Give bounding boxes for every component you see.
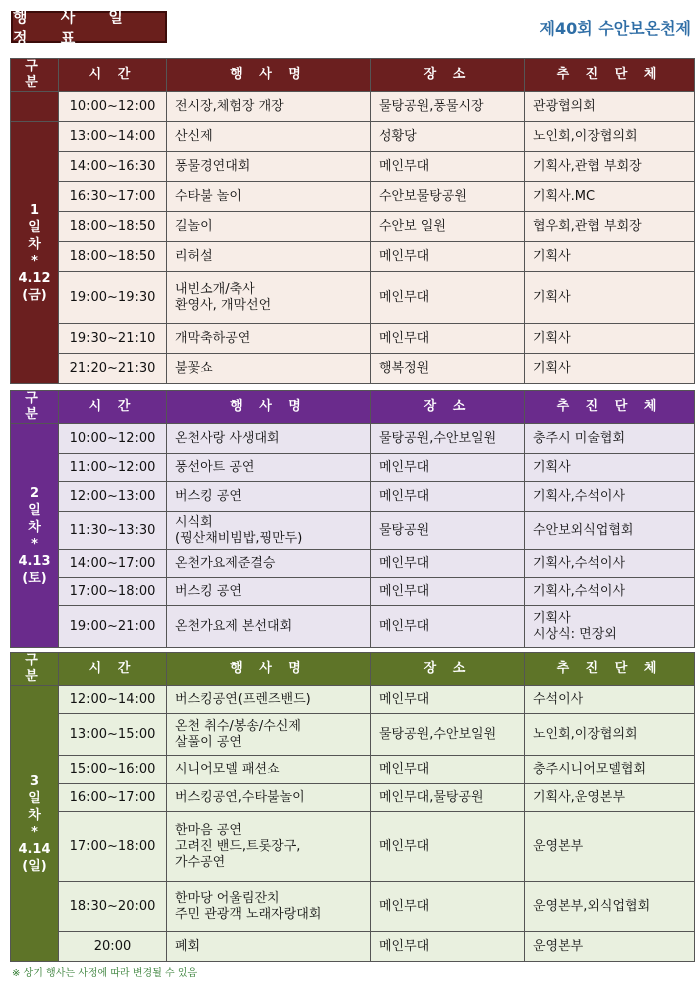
event-cell: 불꽃쇼	[167, 354, 371, 384]
org-cell: 협우회,관협 부회장	[525, 212, 695, 242]
place-cell: 물탕공원,풍물시장	[371, 92, 525, 122]
table-row	[11, 756, 695, 784]
event-cell: 수타불 놀이	[167, 182, 371, 212]
table-row	[11, 324, 695, 354]
org-cell: 운영본부	[525, 812, 695, 882]
day-label-part: (토)	[22, 570, 47, 586]
table-row	[11, 92, 695, 122]
place-cell: 메인무대	[371, 482, 525, 512]
time-cell: 18:00~18:50	[59, 212, 167, 242]
day1-schedule-table	[10, 58, 695, 384]
org-cell: 기획사	[525, 272, 695, 324]
header-place: 장 소	[371, 59, 525, 92]
org-cell: 기획사,운영본부	[525, 784, 695, 812]
place-cell: 메인무대	[371, 324, 525, 354]
event-cell: 한마당 어울림잔치 주민 관광객 노래자랑대회	[167, 882, 371, 932]
table-row	[11, 272, 695, 324]
place-cell: 메인무대	[371, 932, 525, 962]
place-cell: 행복정원	[371, 354, 525, 384]
header-org: 추 진 단 체	[525, 391, 695, 424]
org-cell: 기획사,수석이사	[525, 578, 695, 606]
event-cell: 온천 취수/봉송/수신제 살풀이 공연	[167, 714, 371, 756]
day-label-part: 2	[29, 485, 40, 501]
org-cell: 기획사 시상식: 면장외	[525, 606, 695, 648]
time-cell: 19:00~19:30	[59, 272, 167, 324]
day-label-part: 4.12	[18, 270, 51, 286]
day-label-part: (금)	[22, 287, 47, 303]
day-label-part: *	[31, 536, 38, 552]
day-label-part: *	[31, 824, 38, 840]
header-division: 구 분	[11, 653, 59, 686]
org-cell: 수안보외식업협회	[525, 512, 695, 550]
event-cell: 시니어모델 패션쇼	[167, 756, 371, 784]
table-row	[11, 812, 695, 882]
place-cell: 메인무대	[371, 242, 525, 272]
event-cell: 온천가요제 본선대회	[167, 606, 371, 648]
time-cell: 12:00~14:00	[59, 686, 167, 714]
table-row	[11, 606, 695, 648]
table-row	[11, 550, 695, 578]
org-cell: 노인회,이장협의회	[525, 714, 695, 756]
event-cell: 버스킹공연(프렌즈밴드)	[167, 686, 371, 714]
event-cell: 시식회 (꿩산채비빔밥,꿩만두)	[167, 512, 371, 550]
event-cell: 리허설	[167, 242, 371, 272]
day2-label-cell	[11, 424, 59, 648]
schedule-title: 행 사 일 정 표	[13, 8, 137, 47]
org-cell: 기획사,수석이사	[525, 550, 695, 578]
time-cell: 19:00~21:00	[59, 606, 167, 648]
header-org: 추 진 단 체	[525, 653, 695, 686]
table-row	[11, 482, 695, 512]
day1-label-cell	[11, 122, 59, 384]
time-cell: 19:30~21:10	[59, 324, 167, 354]
table-row	[11, 122, 695, 152]
event-cell: 길놀이	[167, 212, 371, 242]
place-cell: 물탕공원	[371, 512, 525, 550]
place-cell: 메인무대	[371, 272, 525, 324]
event-cell: 버스킹공연,수타불놀이	[167, 784, 371, 812]
day-label-part: (일)	[22, 858, 47, 874]
event-cell: 온천가요제준결승	[167, 550, 371, 578]
event-cell: 풍선아트 공연	[167, 454, 371, 482]
event-cell: 버스킹 공연	[167, 482, 371, 512]
time-cell: 21:20~21:30	[59, 354, 167, 384]
day3-label-cell	[11, 686, 59, 962]
org-cell: 기획사	[525, 324, 695, 354]
table-row	[11, 882, 695, 932]
day-label-part: *	[31, 253, 38, 269]
org-cell: 관광협의회	[525, 92, 695, 122]
event-cell: 한마음 공연 고려진 밴드,트롯장구, 가수공연	[167, 812, 371, 882]
event-cell: 전시장,체험장 개장	[167, 92, 371, 122]
time-cell: 16:30~17:00	[59, 182, 167, 212]
org-cell: 기획사	[525, 242, 695, 272]
table-row	[11, 354, 695, 384]
org-cell: 수석이사	[525, 686, 695, 714]
schedule-title-box	[11, 8, 167, 47]
day-label-part: 3	[29, 773, 40, 789]
time-cell: 13:00~14:00	[59, 122, 167, 152]
footnote: ※ 상기 행사는 사정에 따라 변경될 수 있음	[12, 968, 198, 979]
org-cell: 기획사.MC	[525, 182, 695, 212]
table-row	[11, 424, 695, 454]
place-cell: 메인무대,물탕공원	[371, 784, 525, 812]
place-cell: 물탕공원,수안보일원	[371, 424, 525, 454]
time-cell: 17:00~18:00	[59, 578, 167, 606]
table-row	[11, 152, 695, 182]
event-cell: 폐회	[167, 932, 371, 962]
place-cell: 메인무대	[371, 152, 525, 182]
header-place: 장 소	[371, 391, 525, 424]
org-cell: 충주시니어모델협회	[525, 756, 695, 784]
time-cell: 11:00~12:00	[59, 454, 167, 482]
time-cell: 12:00~13:00	[59, 482, 167, 512]
time-cell: 18:30~20:00	[59, 882, 167, 932]
org-cell: 기획사,수석이사	[525, 482, 695, 512]
org-cell: 기획사,관협 부회장	[525, 152, 695, 182]
place-cell: 수안보 일원	[371, 212, 525, 242]
time-cell: 10:00~12:00	[59, 92, 167, 122]
org-cell: 운영본부,외식업협회	[525, 882, 695, 932]
time-cell: 20:00	[59, 932, 167, 962]
place-cell: 메인무대	[371, 686, 525, 714]
header-event: 행 사 명	[167, 653, 371, 686]
day2-schedule-table	[10, 390, 695, 648]
event-cell: 풍물경연대회	[167, 152, 371, 182]
table-row	[11, 714, 695, 756]
day-label-part: 일	[28, 790, 41, 806]
day-label-part: 차	[28, 807, 41, 823]
table-row	[11, 578, 695, 606]
place-cell: 메인무대	[371, 550, 525, 578]
table-row	[11, 454, 695, 482]
event-cell: 개막축하공연	[167, 324, 371, 354]
division-cell-empty	[11, 92, 59, 122]
table-row	[11, 932, 695, 962]
header-event: 행 사 명	[167, 391, 371, 424]
festival-name: 제40회 수안보온천제	[539, 19, 691, 38]
org-cell: 노인회,이장협의회	[525, 122, 695, 152]
day-label-part: 일	[28, 502, 41, 518]
time-cell: 14:00~16:30	[59, 152, 167, 182]
header-time: 시 간	[59, 391, 167, 424]
place-cell: 메인무대	[371, 578, 525, 606]
day-label-part: 차	[28, 519, 41, 535]
place-cell: 메인무대	[371, 882, 525, 932]
place-cell: 성황당	[371, 122, 525, 152]
table-row	[11, 242, 695, 272]
table-header-row	[11, 59, 695, 92]
table-row	[11, 212, 695, 242]
day-label-part: 4.14	[18, 841, 51, 857]
day-label-part: 일	[28, 219, 41, 235]
header-division: 구 분	[11, 391, 59, 424]
place-cell: 메인무대	[371, 454, 525, 482]
event-cell: 온천사랑 사생대회	[167, 424, 371, 454]
place-cell: 메인무대	[371, 606, 525, 648]
time-cell: 17:00~18:00	[59, 812, 167, 882]
event-cell: 내빈소개/축사 환영사, 개막선언	[167, 272, 371, 324]
place-cell: 물탕공원,수안보일원	[371, 714, 525, 756]
header-division: 구 분	[11, 59, 59, 92]
org-cell: 기획사	[525, 354, 695, 384]
org-cell: 충주시 미술협회	[525, 424, 695, 454]
table-row	[11, 784, 695, 812]
place-cell: 메인무대	[371, 756, 525, 784]
table-row	[11, 512, 695, 550]
time-cell: 16:00~17:00	[59, 784, 167, 812]
time-cell: 14:00~17:00	[59, 550, 167, 578]
header-time: 시 간	[59, 653, 167, 686]
day-label-part: 4.13	[18, 553, 51, 569]
table-row	[11, 686, 695, 714]
day-label-part: 차	[28, 236, 41, 252]
day3-schedule-table	[10, 652, 695, 962]
place-cell: 수안보물탕공원	[371, 182, 525, 212]
header-time: 시 간	[59, 59, 167, 92]
event-cell: 산신제	[167, 122, 371, 152]
table-row	[11, 182, 695, 212]
table-header-row	[11, 391, 695, 424]
event-cell: 버스킹 공연	[167, 578, 371, 606]
table-header-row	[11, 653, 695, 686]
time-cell: 11:30~13:30	[59, 512, 167, 550]
place-cell: 메인무대	[371, 812, 525, 882]
org-cell: 운영본부	[525, 932, 695, 962]
time-cell: 10:00~12:00	[59, 424, 167, 454]
time-cell: 13:00~15:00	[59, 714, 167, 756]
org-cell: 기획사	[525, 454, 695, 482]
time-cell: 15:00~16:00	[59, 756, 167, 784]
day-label-part: 1	[29, 202, 40, 218]
time-cell: 18:00~18:50	[59, 242, 167, 272]
header-event: 행 사 명	[167, 59, 371, 92]
header-place: 장 소	[371, 653, 525, 686]
header-org: 추 진 단 체	[525, 59, 695, 92]
